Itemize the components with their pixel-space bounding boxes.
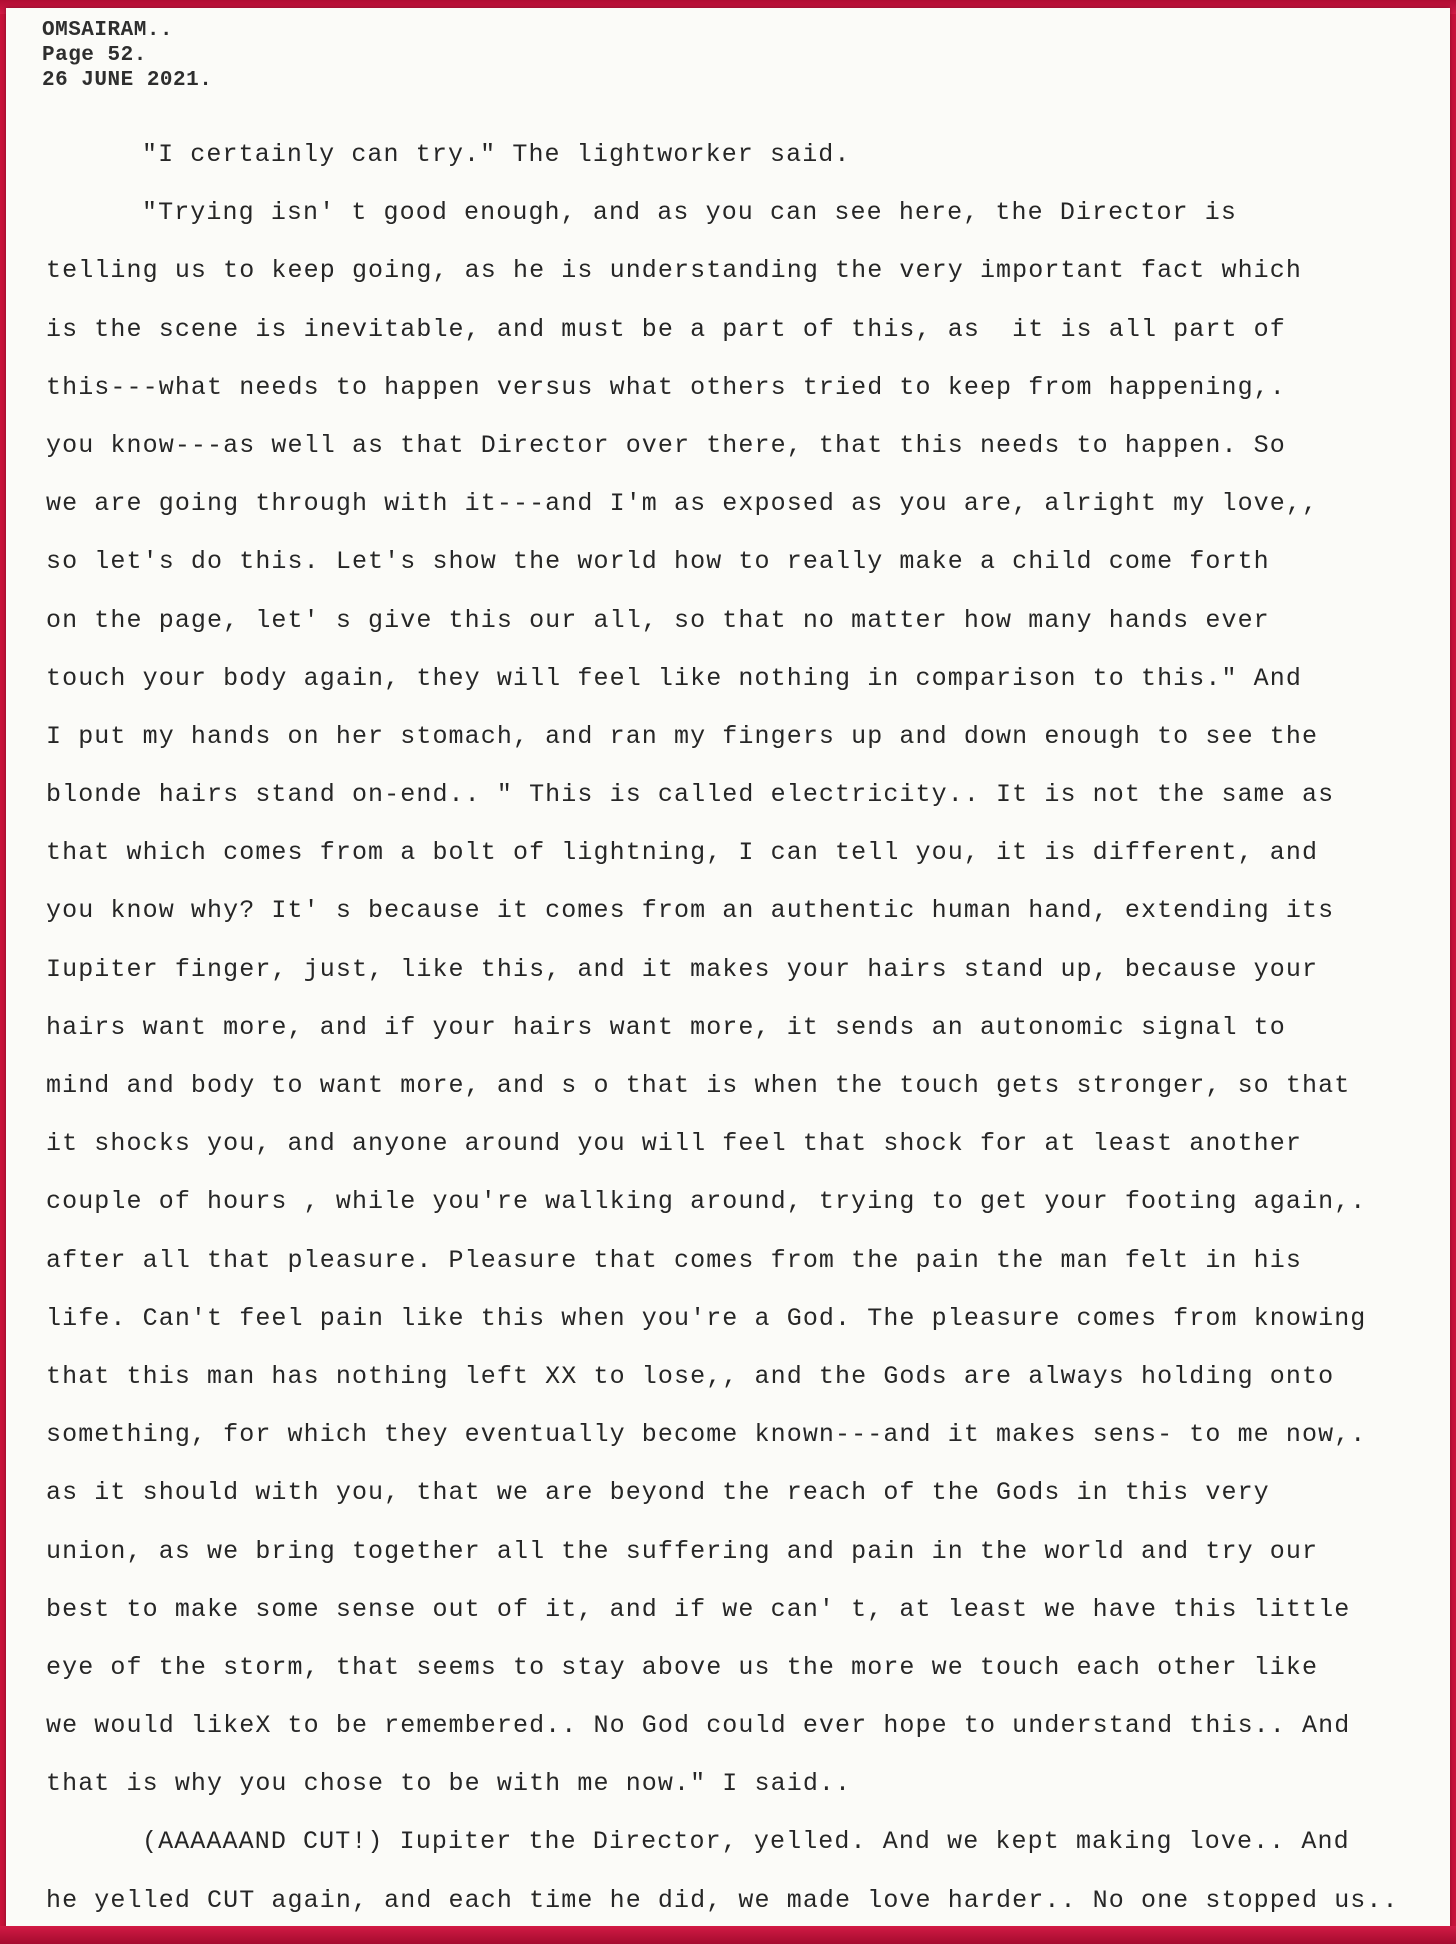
text-line: couple of hours , while you're wallking around, trying to get your footing again,. [46, 1187, 1367, 1217]
page-header [42, 18, 212, 93]
text-line: you know---as well as that Director over there, that this needs to happen. So [46, 430, 1286, 460]
text-line: something, for which they eventually become known---and it makes sens- to me now,. [46, 1420, 1367, 1450]
text-line: we would likeX to be remembered.. No God could ever hope to understand this.. And [46, 1711, 1351, 1741]
text-line: he yelled CUT again, and each time he did, we made love harder.. No one stopped us.. [46, 1885, 1399, 1915]
fabric-backdrop-bottom [0, 1926, 1456, 1944]
text-line: on the page, let' s give this our all, so that no matter how many hands ever [46, 605, 1270, 635]
text-line: as it should with you, that we are beyond the reach of the Gods in this very [46, 1478, 1270, 1508]
text-line: we are going through with it---and I'm as exposed as you are, alright my love,, [46, 489, 1319, 519]
text-line: that is why you chose to be with me now." I said.. [46, 1769, 852, 1799]
text-line: you know why? It' s because it comes from an authentic human hand, extending its [46, 896, 1335, 926]
header-page-number: Page 52. [42, 44, 147, 67]
text-line: this---what needs to happen versus what others tried to keep from happening,. [46, 372, 1286, 402]
text-line: I put my hands on her stomach, and ran my fingers up and down enough to see the [46, 721, 1319, 751]
text-line: is the scene is inevitable, and must be a part of this, as it is all part of [46, 314, 1286, 344]
header-date: 26 JUNE 2021. [42, 69, 213, 92]
text-line: after all that pleasure. Pleasure that comes from the pain the man felt in his [46, 1245, 1302, 1275]
text-line: hairs want more, and if your hairs want more, it sends an autonomic signal to [46, 1012, 1286, 1042]
header-title: OMSAIRAM.. [42, 19, 174, 42]
text-line: blonde hairs stand on-end.. " This is called electricity.. It is not the same as [46, 780, 1335, 810]
text-line: life. Can't feel pain like this when you're a God. The pleasure comes from knowing [46, 1303, 1367, 1333]
typewritten-page [6, 8, 1450, 1934]
text-line: "I certainly can try." The lightworker said. [142, 140, 851, 169]
text-line: mind and body to want more, and s o that is when the touch gets stronger, so that [46, 1071, 1351, 1100]
text-line: touch your body again, they will feel like nothing in comparison to this." And [46, 663, 1302, 693]
text-line: that which comes from a bolt of lightning, I can tell you, it is different, and [46, 838, 1319, 868]
body-text [46, 140, 1442, 1944]
text-line: that this man has nothing left XX to lose,, and the Gods are always holding onto [46, 1361, 1335, 1391]
text-line: telling us to keep going, as he is understanding the very important fact which [46, 256, 1302, 286]
text-line: (AAAAAAND CUT!) Iupiter the Director, yelled. And we kept making love.. And [142, 1827, 1350, 1857]
text-line: union, as we bring together all the suffering and pain in the world and try our [46, 1536, 1319, 1566]
text-line: eye of the storm, that seems to stay above us the more we touch each other like [46, 1652, 1319, 1682]
text-line: so let's do this. Let's show the world how to really make a child come forth [46, 547, 1270, 577]
text-line: Iupiter finger, just, like this, and it makes your hairs stand up, because your [46, 954, 1319, 984]
text-line: best to make some sense out of it, and if we can' t, at least we have this little [46, 1594, 1351, 1624]
text-line: "Trying isn' t good enough, and as you can see here, the Director is [142, 198, 1237, 228]
text-line: it shocks you, and anyone around you will feel that shock for at least another [46, 1129, 1302, 1159]
